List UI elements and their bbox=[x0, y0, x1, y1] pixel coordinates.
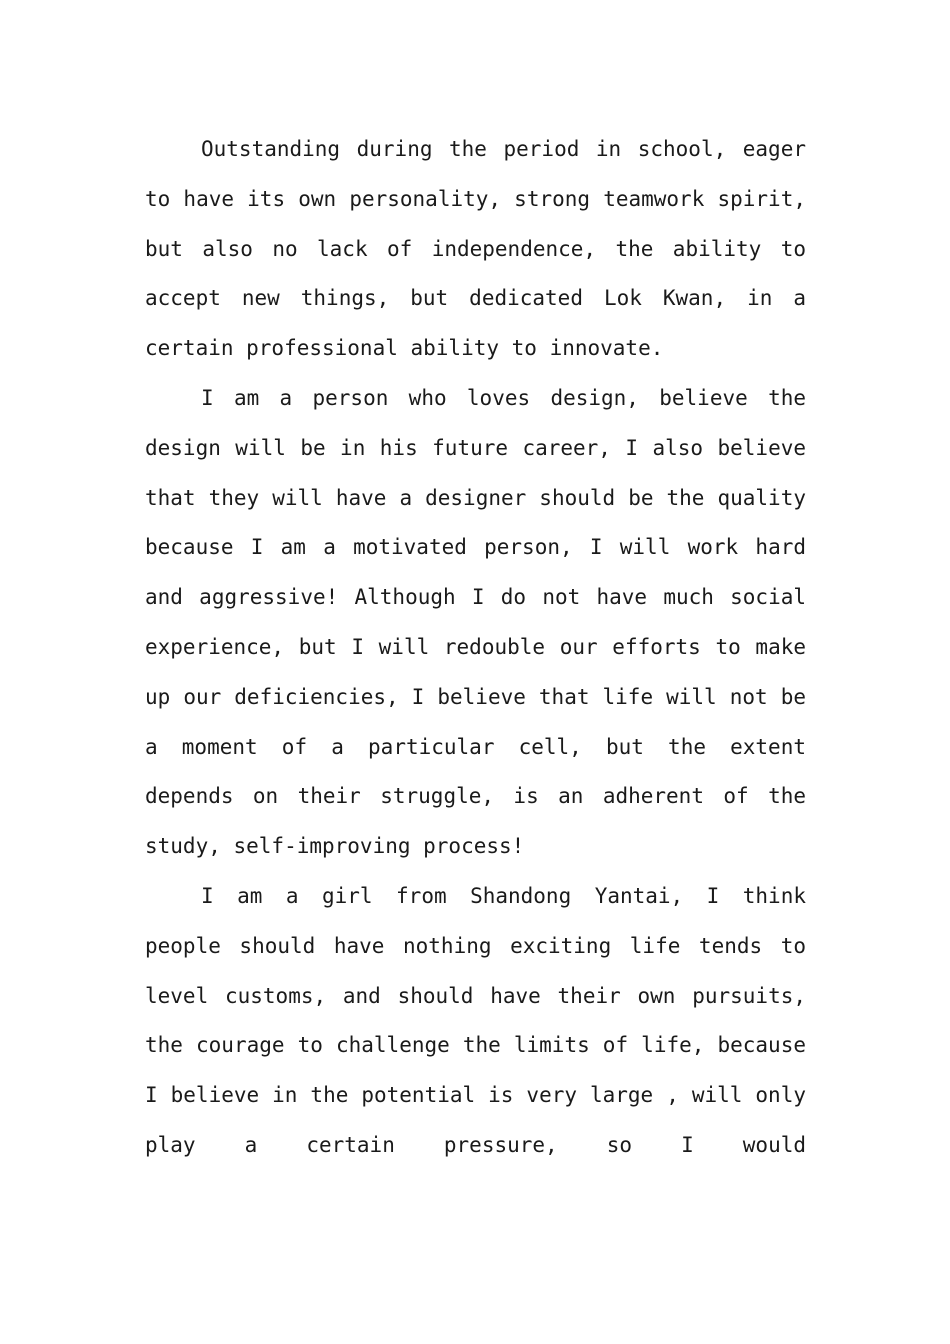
body-text bbox=[145, 125, 806, 1171]
paragraph-2: I am a person who loves design, believe the design will be in his future career, I also believe that they will have a designer should be the quality because I am a motivated person, I will work hard and aggressive! Although I do not have much social experience, but I will redouble our efforts to make up our deficiencies, I believe that life will not be a moment of a particular cell, but the extent depends on their struggle, is an adherent of the study, self-improving process! bbox=[145, 385, 806, 859]
paragraph-1: Outstanding during the period in school, eager to have its own personality, strong teamwork spirit, but also no lack of independence, the ability to accept new things, but dedicated Lok Kwan, in a certain professional ability to innovate. bbox=[145, 137, 806, 361]
paragraph-3: I am a girl from Shandong Yantai, I think people should have nothing exciting life tends to level customs, and should have their own pursuits, the courage to challenge the limits of life, because I believe in the potential is very large , will only play a certain pressure, so I would bbox=[145, 883, 806, 1157]
